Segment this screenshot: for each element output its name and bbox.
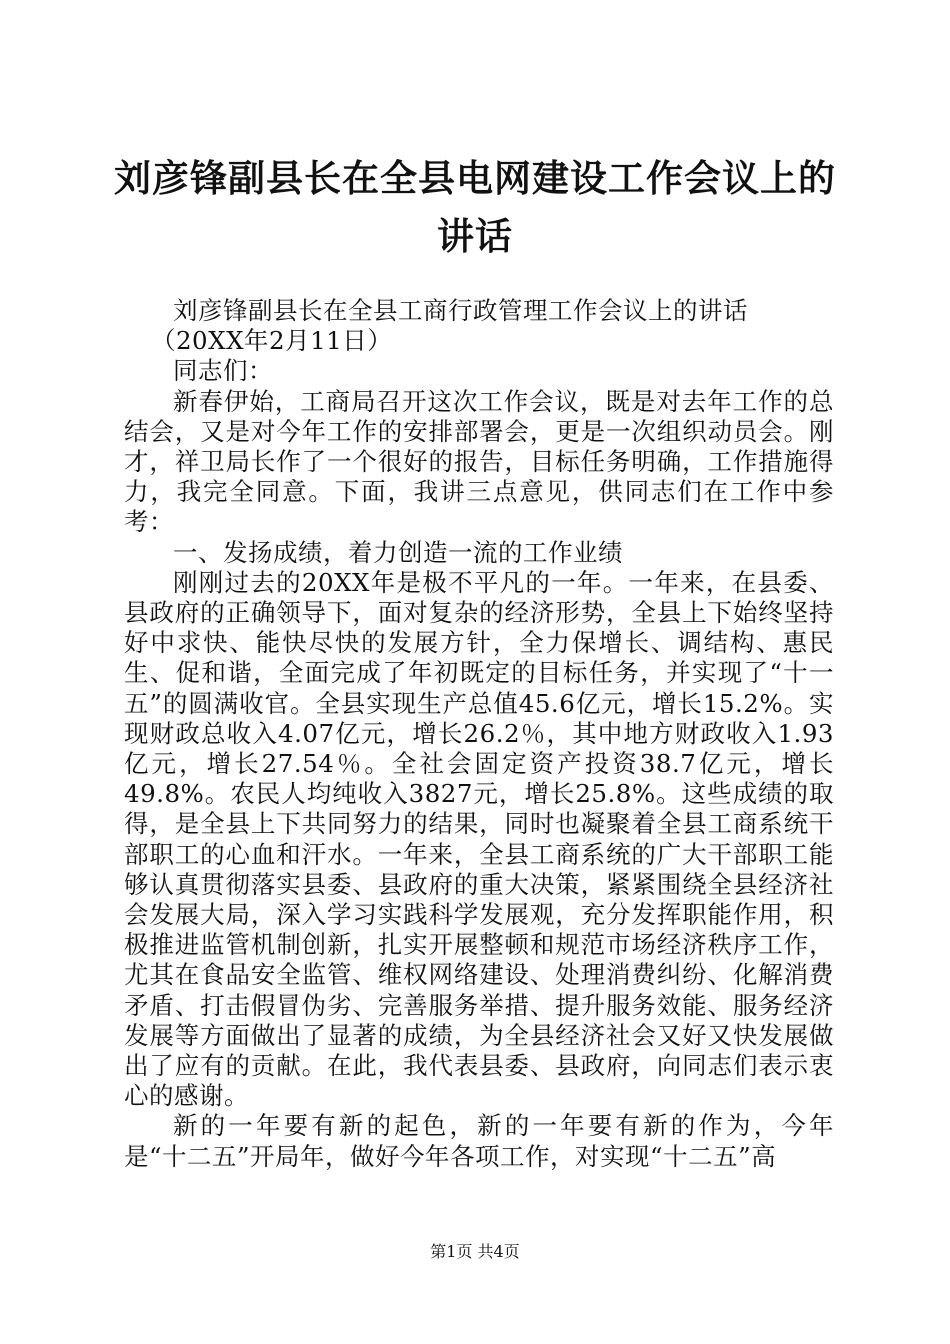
document-body — [124, 296, 834, 1172]
subtitle: 刘彦锋副县长在全县工商行政管理工作会议上的讲话 — [173, 296, 748, 325]
section-heading-1: 一、发扬成绩，着力创造一流的工作业绩 — [173, 537, 623, 567]
page-number: 第1页 共4页 — [430, 1242, 520, 1261]
salutation: 同志们： — [173, 356, 273, 386]
page-footer — [0, 1242, 950, 1262]
speech-date: （20XX年2月11日） — [150, 326, 393, 356]
paragraph-new-year: 新的一年要有新的起色，新的一年要有新的作为，今年是“十二五”开局年，做好今年各项工作，对实现“十二五”高 — [124, 1111, 834, 1171]
page-title: 刘彦锋副县长在全县电网建设工作会议上的讲话 — [114, 157, 836, 258]
paragraph-review: 刚刚过去的20XX年是极不平凡的一年。一年来，在县委、县政府的正确领导下，面对复杂的经济形势，全县上下始终坚持好中求快、能快尽快的发展方针，全力保增长、调结构、惠民生、促和谐，全面完成了年初既定的目标任务，并实现了“十一五”的圆满收官。全县实现生产总值45.6亿元，增长15.2%。实现财政总收入4.07亿元，增长26.2％，其中地方财政收入1.93亿元，增长27.54％。全社会固定资产投资38.7亿元，增长49.8%。农民人均纯收入3827元，增长25.8%。这些成绩的取得，是全县上下共同努力的结果，同时也凝聚着全县工商系统干部职工的心血和汗水。一年来，全县工商系统的广大干部职工能够认真贯彻落实县委、县政府的重大决策，紧紧围绕全县经济社会发展大局，深入学习实践科学发展观，充分发挥职能作用，积极推进监管机制创新，扎实开展整顿和规范市场经济秩序工作，尤其在食品安全监管、维权网络建设、处理消费纠纷、化解消费矛盾、打击假冒伪劣、完善服务举措、提升服务效能、服务经济发展等方面做出了显著的成绩，为全县经济社会又好又快发展做出了应有的贡献。在此，我代表县委、县政府，向同志们表示衷心的感谢。 — [124, 567, 834, 1111]
paragraph-intro: 新春伊始，工商局召开这次工作会议，既是对去年工作的总结会，又是对今年工作的安排部署会，更是一次组织动员会。刚才，祥卫局长作了一个很好的报告，目标任务明确，工作措施得力，我完全同意。下面，我讲三点意见，供同志们在工作中参考： — [124, 386, 834, 537]
